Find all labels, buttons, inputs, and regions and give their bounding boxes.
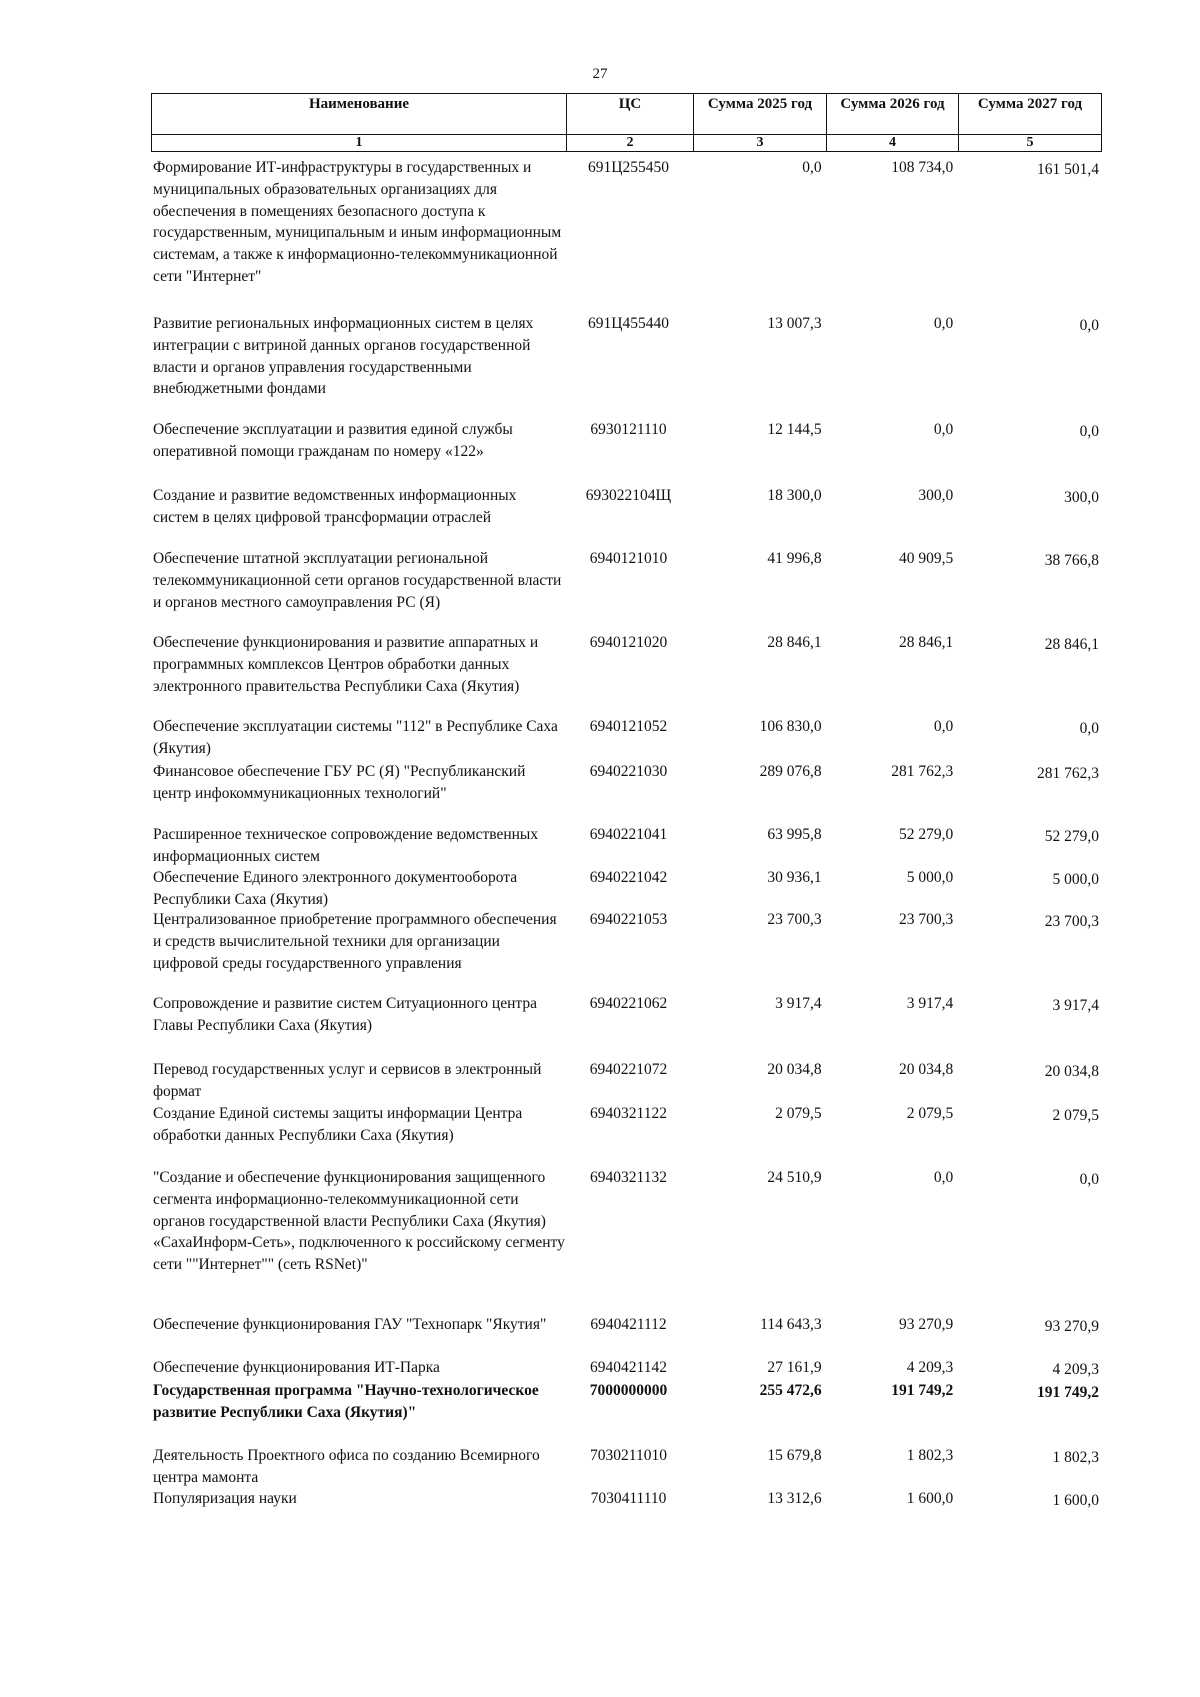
row-sum-2027-value: 3 917,4 xyxy=(1052,997,1099,1014)
row-sum-2027 xyxy=(956,761,1101,783)
header-sum-2027: Сумма 2027 год xyxy=(959,94,1102,135)
row-sum-2027-value: 161 501,4 xyxy=(1037,161,1099,178)
row-sum-2026: 2 079,5 xyxy=(906,1105,954,1122)
row-code: 6940421112 xyxy=(590,1316,667,1333)
row-code: 691Ц255450 xyxy=(588,159,669,176)
row-sum-2027 xyxy=(956,1103,1101,1125)
row-name: Перевод государственных услуг и сервисов в электронный формат xyxy=(153,1061,542,1100)
table-row xyxy=(151,1167,1101,1276)
row-sum-2027-value: 93 270,9 xyxy=(1044,1318,1099,1335)
row-sum-2027-value: 4 209,3 xyxy=(1052,1361,1099,1378)
row-name: Обеспечение штатной эксплуатации региональной телекоммуникационной сети органов государственной власти и органов местного самоуправления РС (Я) xyxy=(153,550,562,611)
row-sum-2027-value: 38 766,8 xyxy=(1044,552,1099,569)
column-number: 1 xyxy=(152,135,567,152)
row-sum-2025: 13 007,3 xyxy=(767,315,822,332)
row-sum-2027-value: 300,0 xyxy=(1064,489,1099,506)
row-sum-2027 xyxy=(956,1488,1101,1510)
row-sum-2027 xyxy=(956,1059,1101,1081)
row-code: 7030211010 xyxy=(590,1447,667,1464)
row-sum-2027-value: 20 034,8 xyxy=(1044,1063,1099,1080)
row-sum-2025: 3 917,4 xyxy=(775,995,822,1012)
row-code: 6940121010 xyxy=(589,550,668,567)
table-row xyxy=(151,993,1101,1037)
table-row xyxy=(151,157,1101,288)
row-sum-2025: 15 679,8 xyxy=(767,1447,822,1464)
row-sum-2025: 13 312,6 xyxy=(767,1490,822,1507)
row-name: Обеспечение функционирования ИТ-Парка xyxy=(153,1359,440,1376)
row-sum-2025: 106 830,0 xyxy=(759,718,822,735)
table-row xyxy=(151,1357,1101,1379)
row-name: Обеспечение функционирования ГАУ "Технопарк "Якутия" xyxy=(153,1316,547,1333)
row-sum-2026: 1 802,3 xyxy=(906,1447,954,1464)
row-sum-2025: 255 472,6 xyxy=(759,1382,822,1399)
row-code: 6940221053 xyxy=(589,911,668,928)
row-code: 691Ц455440 xyxy=(588,315,669,332)
row-sum-2025: 12 144,5 xyxy=(767,421,822,438)
row-sum-2027-value: 52 279,0 xyxy=(1044,828,1099,845)
row-sum-2026: 52 279,0 xyxy=(899,826,954,843)
row-sum-2027-value: 5 000,0 xyxy=(1052,871,1099,888)
table-row xyxy=(151,1445,1101,1489)
table-row xyxy=(151,761,1101,805)
row-sum-2027 xyxy=(956,824,1101,846)
row-sum-2027 xyxy=(956,1314,1101,1336)
row-sum-2025: 28 846,1 xyxy=(767,634,822,651)
table-row xyxy=(151,1103,1101,1147)
header-sum-2025: Сумма 2025 год xyxy=(694,94,827,135)
row-name: Обеспечение эксплуатации системы "112" в Республике Саха (Якутия) xyxy=(153,718,558,757)
row-code: 7030411110 xyxy=(590,1490,667,1507)
row-sum-2027 xyxy=(956,1380,1101,1402)
row-sum-2025: 23 700,3 xyxy=(767,911,822,928)
row-sum-2027-value: 0,0 xyxy=(1079,720,1099,737)
row-name: Сопровождение и развитие систем Ситуационного центра Главы Республики Саха (Якутия) xyxy=(153,995,537,1034)
column-number: 5 xyxy=(959,135,1102,152)
row-sum-2026: 23 700,3 xyxy=(899,911,954,928)
row-sum-2026: 1 600,0 xyxy=(906,1490,954,1507)
row-name: Государственная программа "Научно-технологическое развитие Республики Саха (Якутия)" xyxy=(153,1382,539,1421)
row-sum-2026: 40 909,5 xyxy=(899,550,954,567)
table-row xyxy=(151,867,1101,911)
row-name: Расширенное техническое сопровождение ведомственных информационных систем xyxy=(153,826,539,865)
row-sum-2026: 3 917,4 xyxy=(906,995,954,1012)
row-sum-2027 xyxy=(956,716,1101,738)
row-code: 6930121110 xyxy=(590,421,667,438)
row-sum-2027 xyxy=(956,1445,1101,1467)
row-name: Финансовое обеспечение ГБУ РС (Я) "Республиканский центр инфокоммуникационных технологий" xyxy=(153,763,526,802)
header-sum-2026: Сумма 2026 год xyxy=(827,94,959,135)
row-sum-2025: 114 643,3 xyxy=(760,1316,822,1333)
row-sum-2026: 93 270,9 xyxy=(899,1316,954,1333)
row-code: 6940221042 xyxy=(589,869,668,886)
table-row xyxy=(151,1059,1101,1103)
row-name: Обеспечение функционирования и развитие аппаратных и программных комплексов Центров обработки данных электронного правительства Республики Саха (Якутия) xyxy=(153,634,539,695)
row-sum-2026: 300,0 xyxy=(918,487,954,504)
row-sum-2027-value: 2 079,5 xyxy=(1052,1107,1099,1124)
table-row xyxy=(151,632,1101,697)
row-sum-2025: 27 161,9 xyxy=(767,1359,822,1376)
table-row xyxy=(151,548,1101,613)
row-code: 6940221072 xyxy=(589,1061,668,1078)
row-sum-2027-value: 1 600,0 xyxy=(1052,1492,1099,1509)
row-name: Развитие региональных информационных систем в целях интеграции с витриной данных органов государственной власти и органов управления государственными внебюджетными фондами xyxy=(153,315,534,398)
row-name: Централизованное приобретение программного обеспечения и средств вычислительной техники для организации цифровой среды государственного управления xyxy=(153,911,557,972)
row-code: 6940321122 xyxy=(590,1105,667,1122)
row-sum-2027-value: 0,0 xyxy=(1079,1171,1099,1188)
row-sum-2025: 18 300,0 xyxy=(767,487,822,504)
row-name: Деятельность Проектного офиса по созданию Всемирного центра мамонта xyxy=(153,1447,540,1486)
row-name: Популяризация науки xyxy=(153,1490,297,1507)
row-name: "Создание и обеспечение функционирования защищенного сегмента информационно-телекоммуникационной сети органов государственной власти Республики Саха (Якутия) «СахаИнформ-Сеть», подключенного к российскому сегменту сети ""Интернет"" (сеть RSNet)" xyxy=(153,1169,565,1274)
row-sum-2025: 289 076,8 xyxy=(759,763,822,780)
row-code: 6940221030 xyxy=(589,763,668,780)
row-sum-2027 xyxy=(956,313,1101,335)
row-code: 6940221041 xyxy=(589,826,668,843)
row-code: 7000000000 xyxy=(589,1382,668,1399)
row-name: Создание и развитие ведомственных информационных систем в целях цифровой трансформации отраслей xyxy=(153,487,517,526)
row-sum-2027 xyxy=(956,419,1101,441)
row-sum-2025: 2 079,5 xyxy=(775,1105,822,1122)
page-number: 27 xyxy=(592,66,608,82)
column-number: 4 xyxy=(827,135,959,152)
budget-table-header xyxy=(151,93,1102,152)
row-sum-2025: 41 996,8 xyxy=(767,550,822,567)
row-sum-2027 xyxy=(956,993,1101,1015)
row-code: 6940121020 xyxy=(589,634,668,651)
row-sum-2025: 24 510,9 xyxy=(767,1169,822,1186)
row-sum-2026: 0,0 xyxy=(933,718,954,735)
header-name: Наименование xyxy=(152,94,567,135)
row-sum-2027-value: 1 802,3 xyxy=(1052,1449,1099,1466)
row-sum-2027 xyxy=(956,548,1101,570)
row-name: Создание Единой системы защиты информации Центра обработки данных Республики Саха (Якутия) xyxy=(153,1105,523,1144)
row-sum-2026: 108 734,0 xyxy=(891,159,954,176)
row-sum-2026: 0,0 xyxy=(933,315,954,332)
row-sum-2025: 20 034,8 xyxy=(767,1061,822,1078)
row-code: 693022104Щ xyxy=(585,487,672,504)
row-sum-2026: 0,0 xyxy=(933,421,954,438)
table-row xyxy=(151,1488,1101,1510)
row-sum-2026: 5 000,0 xyxy=(906,869,954,886)
row-sum-2027 xyxy=(956,909,1101,931)
row-sum-2025: 63 995,8 xyxy=(767,826,822,843)
table-row xyxy=(151,419,1101,463)
row-sum-2027 xyxy=(956,485,1101,507)
row-sum-2026: 0,0 xyxy=(933,1169,954,1186)
row-code: 6940121052 xyxy=(589,718,668,735)
row-code: 6940321132 xyxy=(590,1169,667,1186)
column-number: 2 xyxy=(567,135,694,152)
row-sum-2027-value: 0,0 xyxy=(1079,317,1099,334)
row-sum-2027 xyxy=(956,867,1101,889)
row-sum-2026: 191 749,2 xyxy=(891,1382,954,1399)
row-sum-2026: 4 209,3 xyxy=(906,1359,954,1376)
row-sum-2027 xyxy=(956,1167,1101,1189)
row-sum-2027-value: 191 749,2 xyxy=(1037,1384,1099,1401)
row-sum-2026: 20 034,8 xyxy=(899,1061,954,1078)
table-row xyxy=(151,909,1101,974)
table-row xyxy=(151,485,1101,529)
row-sum-2025: 30 936,1 xyxy=(767,869,822,886)
row-sum-2026: 281 762,3 xyxy=(891,763,954,780)
table-row xyxy=(151,1380,1101,1424)
row-sum-2027-value: 0,0 xyxy=(1079,423,1099,440)
table-row xyxy=(151,716,1101,760)
row-sum-2027 xyxy=(956,632,1101,654)
header-code: ЦС xyxy=(567,94,694,135)
table-row xyxy=(151,1314,1101,1336)
row-code: 6940221062 xyxy=(589,995,668,1012)
row-name: Обеспечение Единого электронного документооборота Республики Саха (Якутия) xyxy=(153,869,518,908)
row-sum-2027-value: 281 762,3 xyxy=(1037,765,1099,782)
row-sum-2027-value: 23 700,3 xyxy=(1044,913,1099,930)
column-number: 3 xyxy=(694,135,827,152)
row-sum-2026: 28 846,1 xyxy=(899,634,954,651)
row-name: Обеспечение эксплуатации и развития единой службы оперативной помощи гражданам по номеру «122» xyxy=(153,421,513,460)
table-row xyxy=(151,824,1101,868)
row-name: Формирование ИТ-инфраструктуры в государственных и муниципальных образовательных организациях для обеспечения в помещениях безопасного доступа к государственным, муниципальным и иным информационным системам, а также к информационно-телекоммуникационной сети "Интернет" xyxy=(153,159,562,285)
row-sum-2027-value: 28 846,1 xyxy=(1044,636,1099,653)
row-sum-2027 xyxy=(956,157,1101,179)
row-code: 6940421142 xyxy=(590,1359,667,1376)
row-sum-2025: 0,0 xyxy=(802,159,822,176)
row-sum-2027 xyxy=(956,1357,1101,1379)
table-row xyxy=(151,313,1101,400)
